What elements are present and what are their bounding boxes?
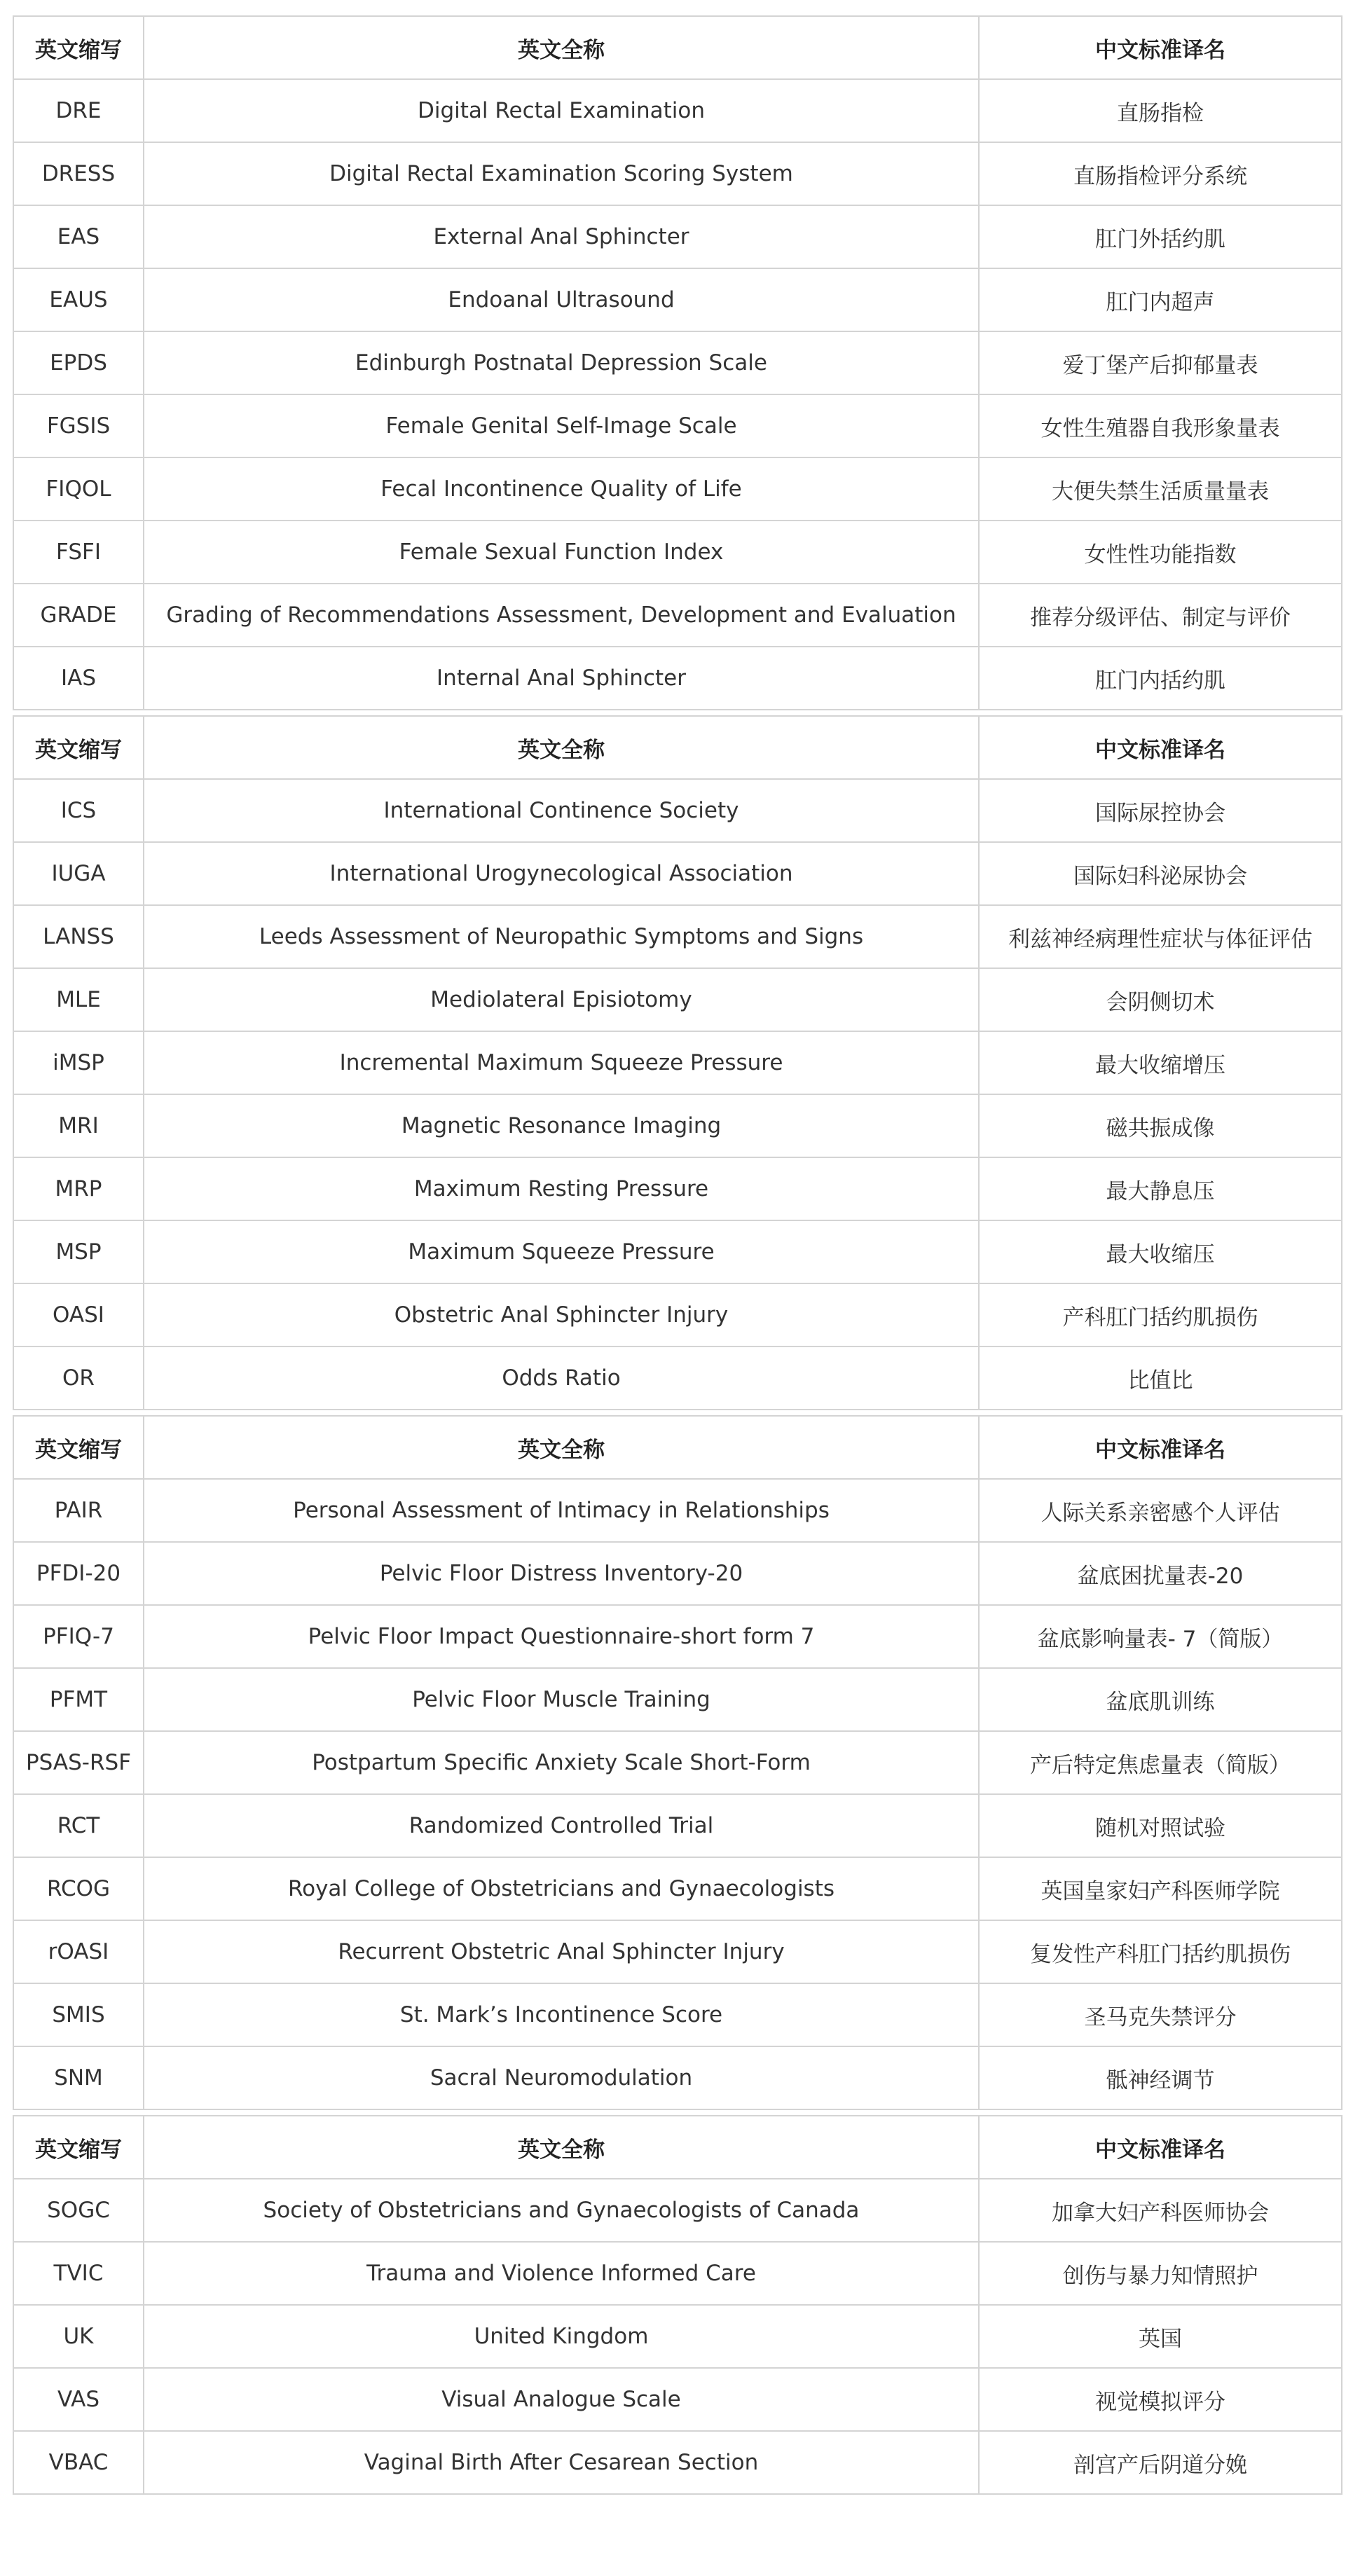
cell-chinese-name: 大便失禁生活质量量表 [979,457,1342,521]
cell-chinese-name: 肛门内超声 [979,268,1342,331]
cell-full-name: Postpartum Specific Anxiety Scale Short-Form [144,1731,979,1794]
cell-abbreviation: ICS [13,779,144,842]
cell-chinese-name: 利兹神经病理性症状与体征评估 [979,905,1342,968]
table-header-row [13,16,1342,79]
cell-chinese-name: 复发性产科肛门括约肌损伤 [979,1920,1342,1983]
cell-full-name: Visual Analogue Scale [144,2368,979,2431]
cell-chinese-name: 视觉模拟评分 [979,2368,1342,2431]
cell-chinese-name: 直肠指检评分系统 [979,142,1342,205]
cell-chinese-name: 女性性功能指数 [979,521,1342,584]
cell-full-name: Endoanal Ultrasound [144,268,979,331]
header-chinese-name: 中文标准译名 [979,16,1342,79]
table-row [13,2242,1342,2305]
abbreviation-tables [13,15,1341,2500]
cell-chinese-name: 国际妇科泌尿协会 [979,842,1342,905]
table-row [13,2179,1342,2242]
table-row [13,2046,1342,2109]
cell-abbreviation: MSP [13,1220,144,1283]
cell-chinese-name: 圣马克失禁评分 [979,1983,1342,2046]
cell-chinese-name: 最大收缩压 [979,1220,1342,1283]
cell-full-name: Female Genital Self-Image Scale [144,394,979,457]
table-row [13,1794,1342,1857]
cell-full-name: Pelvic Floor Impact Questionnaire-short form 7 [144,1605,979,1668]
table-header-row [13,716,1342,779]
cell-chinese-name: 创伤与暴力知情照护 [979,2242,1342,2305]
cell-full-name: Pelvic Floor Distress Inventory-20 [144,1542,979,1605]
cell-abbreviation: PAIR [13,1479,144,1542]
cell-abbreviation: DRESS [13,142,144,205]
cell-abbreviation: OASI [13,1283,144,1346]
table-row [13,1283,1342,1346]
cell-full-name: International Continence Society [144,779,979,842]
cell-full-name: Sacral Neuromodulation [144,2046,979,2109]
table-row [13,394,1342,457]
cell-abbreviation: EPDS [13,331,144,394]
cell-abbreviation: MRP [13,1157,144,1220]
cell-abbreviation: UK [13,2305,144,2368]
cell-full-name: Digital Rectal Examination [144,79,979,142]
table-row [13,2368,1342,2431]
cell-full-name: Maximum Resting Pressure [144,1157,979,1220]
cell-chinese-name: 最大静息压 [979,1157,1342,1220]
table-row [13,205,1342,268]
header-full-name: 英文全称 [144,1416,979,1479]
header-abbreviation: 英文缩写 [13,716,144,779]
table-row [13,584,1342,647]
table-row [13,2305,1342,2368]
cell-chinese-name: 英国皇家妇产科医师学院 [979,1857,1342,1920]
header-abbreviation: 英文缩写 [13,2116,144,2179]
cell-abbreviation: PFMT [13,1668,144,1731]
cell-abbreviation: IAS [13,647,144,710]
cell-full-name: Recurrent Obstetric Anal Sphincter Injury [144,1920,979,1983]
abbreviation-table [13,2115,1342,2495]
cell-full-name: Leeds Assessment of Neuropathic Symptoms and Signs [144,905,979,968]
cell-full-name: International Urogynecological Association [144,842,979,905]
cell-chinese-name: 比值比 [979,1346,1342,1410]
table-row [13,1605,1342,1668]
cell-abbreviation: rOASI [13,1920,144,1983]
cell-abbreviation: GRADE [13,584,144,647]
cell-abbreviation: MLE [13,968,144,1031]
cell-chinese-name: 剖宫产后阴道分娩 [979,2431,1342,2494]
cell-abbreviation: LANSS [13,905,144,968]
cell-full-name: Vaginal Birth After Cesarean Section [144,2431,979,2494]
cell-abbreviation: RCT [13,1794,144,1857]
table-row [13,331,1342,394]
cell-chinese-name: 女性生殖器自我形象量表 [979,394,1342,457]
table-row [13,1983,1342,2046]
cell-chinese-name: 肛门外括约肌 [979,205,1342,268]
header-chinese-name: 中文标准译名 [979,716,1342,779]
cell-full-name: Odds Ratio [144,1346,979,1410]
cell-chinese-name: 国际尿控协会 [979,779,1342,842]
table-row [13,1479,1342,1542]
abbreviation-table [13,715,1342,1410]
table-row [13,268,1342,331]
table-row [13,1920,1342,1983]
table-row [13,647,1342,710]
header-abbreviation: 英文缩写 [13,1416,144,1479]
table-row [13,842,1342,905]
cell-abbreviation: VAS [13,2368,144,2431]
cell-full-name: Pelvic Floor Muscle Training [144,1668,979,1731]
cell-full-name: Obstetric Anal Sphincter Injury [144,1283,979,1346]
table-row [13,1094,1342,1157]
cell-chinese-name: 推荐分级评估、制定与评价 [979,584,1342,647]
table-row [13,521,1342,584]
cell-chinese-name: 会阴侧切术 [979,968,1342,1031]
cell-full-name: Royal College of Obstetricians and Gynaecologists [144,1857,979,1920]
cell-chinese-name: 肛门内括约肌 [979,647,1342,710]
cell-abbreviation: RCOG [13,1857,144,1920]
table-header-row [13,1416,1342,1479]
cell-chinese-name: 人际关系亲密感个人评估 [979,1479,1342,1542]
cell-chinese-name: 爱丁堡产后抑郁量表 [979,331,1342,394]
cell-abbreviation: FGSIS [13,394,144,457]
cell-abbreviation: EAS [13,205,144,268]
cell-abbreviation: EAUS [13,268,144,331]
table-row [13,142,1342,205]
header-chinese-name: 中文标准译名 [979,1416,1342,1479]
cell-abbreviation: PSAS-RSF [13,1731,144,1794]
cell-abbreviation: PFIQ-7 [13,1605,144,1668]
cell-full-name: Female Sexual Function Index [144,521,979,584]
table-row [13,1220,1342,1283]
table-row [13,79,1342,142]
cell-full-name: Maximum Squeeze Pressure [144,1220,979,1283]
cell-chinese-name: 盆底困扰量表-20 [979,1542,1342,1605]
cell-full-name: St. Mark’s Incontinence Score [144,1983,979,2046]
cell-chinese-name: 直肠指检 [979,79,1342,142]
table-row [13,1157,1342,1220]
cell-chinese-name: 加拿大妇产科医师协会 [979,2179,1342,2242]
cell-full-name: External Anal Sphincter [144,205,979,268]
cell-abbreviation: iMSP [13,1031,144,1094]
header-abbreviation: 英文缩写 [13,16,144,79]
cell-full-name: Internal Anal Sphincter [144,647,979,710]
cell-full-name: Randomized Controlled Trial [144,1794,979,1857]
table-row [13,1668,1342,1731]
cell-abbreviation: DRE [13,79,144,142]
cell-abbreviation: OR [13,1346,144,1410]
cell-full-name: Trauma and Violence Informed Care [144,2242,979,2305]
cell-abbreviation: PFDI-20 [13,1542,144,1605]
cell-full-name: Magnetic Resonance Imaging [144,1094,979,1157]
cell-abbreviation: MRI [13,1094,144,1157]
cell-abbreviation: SNM [13,2046,144,2109]
abbreviation-table [13,1415,1342,2110]
cell-abbreviation: SMIS [13,1983,144,2046]
cell-abbreviation: IUGA [13,842,144,905]
cell-full-name: Society of Obstetricians and Gynaecologists of Canada [144,2179,979,2242]
cell-full-name: Edinburgh Postnatal Depression Scale [144,331,979,394]
cell-full-name: Mediolateral Episiotomy [144,968,979,1031]
table-row [13,905,1342,968]
cell-abbreviation: FSFI [13,521,144,584]
cell-full-name: Fecal Incontinence Quality of Life [144,457,979,521]
header-full-name: 英文全称 [144,2116,979,2179]
header-full-name: 英文全称 [144,16,979,79]
cell-full-name: United Kingdom [144,2305,979,2368]
table-row [13,2431,1342,2494]
table-row [13,457,1342,521]
cell-full-name: Digital Rectal Examination Scoring System [144,142,979,205]
table-row [13,1346,1342,1410]
cell-chinese-name: 产后特定焦虑量表（简版） [979,1731,1342,1794]
table-row [13,1031,1342,1094]
header-full-name: 英文全称 [144,716,979,779]
cell-abbreviation: FIQOL [13,457,144,521]
table-row [13,779,1342,842]
cell-chinese-name: 产科肛门括约肌损伤 [979,1283,1342,1346]
cell-chinese-name: 骶神经调节 [979,2046,1342,2109]
cell-full-name: Grading of Recommendations Assessment, Development and Evaluation [144,584,979,647]
cell-abbreviation: VBAC [13,2431,144,2494]
table-header-row [13,2116,1342,2179]
header-chinese-name: 中文标准译名 [979,2116,1342,2179]
table-row [13,1857,1342,1920]
cell-full-name: Incremental Maximum Squeeze Pressure [144,1031,979,1094]
cell-chinese-name: 英国 [979,2305,1342,2368]
cell-full-name: Personal Assessment of Intimacy in Relationships [144,1479,979,1542]
cell-chinese-name: 最大收缩增压 [979,1031,1342,1094]
table-row [13,1542,1342,1605]
cell-chinese-name: 磁共振成像 [979,1094,1342,1157]
table-row [13,1731,1342,1794]
cell-abbreviation: SOGC [13,2179,144,2242]
cell-abbreviation: TVIC [13,2242,144,2305]
table-row [13,968,1342,1031]
cell-chinese-name: 随机对照试验 [979,1794,1342,1857]
abbreviation-table [13,15,1342,710]
cell-chinese-name: 盆底影响量表- 7（简版） [979,1605,1342,1668]
cell-chinese-name: 盆底肌训练 [979,1668,1342,1731]
